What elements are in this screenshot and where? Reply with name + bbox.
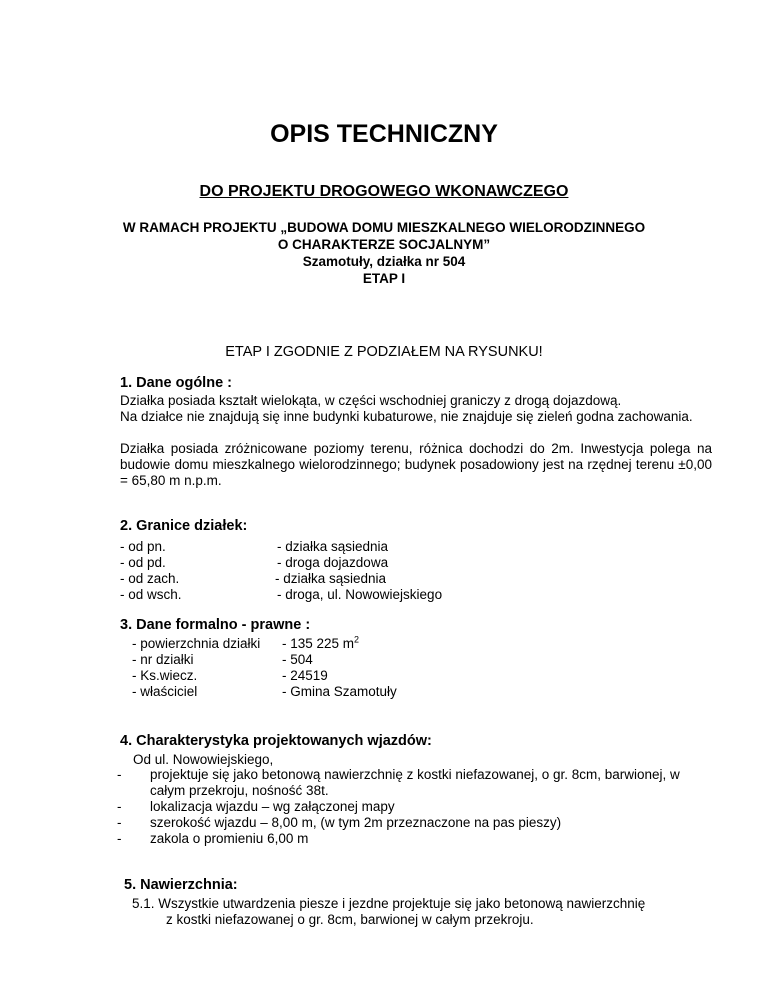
section-3-heading: 3. Dane formalno - prawne : xyxy=(120,617,311,633)
boundary-label: - od wsch. xyxy=(120,587,182,602)
section-1-heading: 1. Dane ogólne : xyxy=(120,375,232,391)
section-1-paragraph-2: Na działce nie znajdują się inne budynki kubaturowe, nie znajduje się zieleń godna zachowania. xyxy=(120,409,693,424)
boundary-value: - działka sąsiednia xyxy=(275,571,387,586)
formal-label: - nr działki xyxy=(132,652,194,667)
project-stage: ETAP I xyxy=(362,271,406,286)
boundary-label: - od zach. xyxy=(120,571,180,586)
list-item-text: projektuje się jako betonową nawierzchnię z kostki niefazowanej, o gr. 8cm, barwionej, w xyxy=(150,767,680,782)
stage-note: ETAP I ZGODNIE Z PODZIAŁEM NA RYSUNKU! xyxy=(225,344,543,360)
formal-value-area xyxy=(282,636,359,651)
list-dash: - xyxy=(117,831,122,846)
list-item-text: całym przekroju, nośność 38t. xyxy=(150,783,329,798)
formal-value: - 24519 xyxy=(282,668,328,683)
list-item-text: lokalizacja wjazdu – wg załączonej mapy xyxy=(150,799,395,814)
formal-value: - 504 xyxy=(282,652,313,667)
boundary-label: - od pn. xyxy=(120,539,166,554)
formal-label: - właściciel xyxy=(132,684,198,699)
formal-label: - Ks.wiecz. xyxy=(132,668,198,683)
section-5-line-1: 5.1. Wszystkie utwardzenia piesze i jezdne projektuje się jako betonową nawierzchnię xyxy=(132,896,646,911)
formal-label: - powierzchnia działki xyxy=(132,636,261,651)
section-4-intro: Od ul. Nowowiejskiego, xyxy=(133,752,274,767)
project-line-2: O CHARAKTERZE SOCJALNYM” xyxy=(277,237,491,252)
section-2-heading: 2. Granice działek: xyxy=(120,518,248,534)
section-1-line-1: Działka posiada kształt wielokąta, w części wschodniej graniczy z drogą dojazdową. xyxy=(120,393,622,408)
area-unit-exponent: 2 xyxy=(354,634,360,645)
boundary-label: - od pd. xyxy=(120,555,166,570)
section-4-heading: 4. Charakterystyka projektowanych wjazdów: xyxy=(120,733,432,749)
section-5-heading: 5. Nawierzchnia: xyxy=(124,877,238,893)
list-dash: - xyxy=(117,815,122,830)
formal-value: - Gmina Szamotuły xyxy=(282,684,397,699)
project-line-1: W RAMACH PROJEKTU „BUDOWA DOMU MIESZKALNEGO WIELORODZINNEGO xyxy=(122,220,646,235)
list-dash: - xyxy=(117,767,122,782)
boundary-value: - droga, ul. Nowowiejskiego xyxy=(277,587,443,602)
list-item-text: zakola o promieniu 6,00 m xyxy=(150,831,309,846)
boundary-value: - droga dojazdowa xyxy=(277,555,389,570)
formal-value: - 135 225 m xyxy=(282,636,355,651)
project-location: Szamotuły, działka nr 504 xyxy=(302,254,466,269)
list-item-text: szerokość wjazdu – 8,00 m, (w tym 2m przeznaczone na pas pieszy) xyxy=(150,815,562,830)
section-1-paragraph-3: Działka posiada zróżnicowane poziomy terenu, różnica dochodzi do 2m. Inwestycja polega na budowie domu mieszkalnego wielorodzinnego; budynek posadowiony jest na rzędnej terenu ±0,00 = 65,80 m n.p.m. xyxy=(120,441,712,488)
section-5-line-2: z kostki niefazowanej o gr. 8cm, barwionej w całym przekroju. xyxy=(166,912,534,927)
document-subtitle: DO PROJEKTU DROGOWEGO WKONAWCZEGO xyxy=(199,183,569,200)
boundary-value: - działka sąsiednia xyxy=(277,539,389,554)
document-title: OPIS TECHNICZNY xyxy=(270,120,498,148)
list-dash: - xyxy=(117,799,122,814)
